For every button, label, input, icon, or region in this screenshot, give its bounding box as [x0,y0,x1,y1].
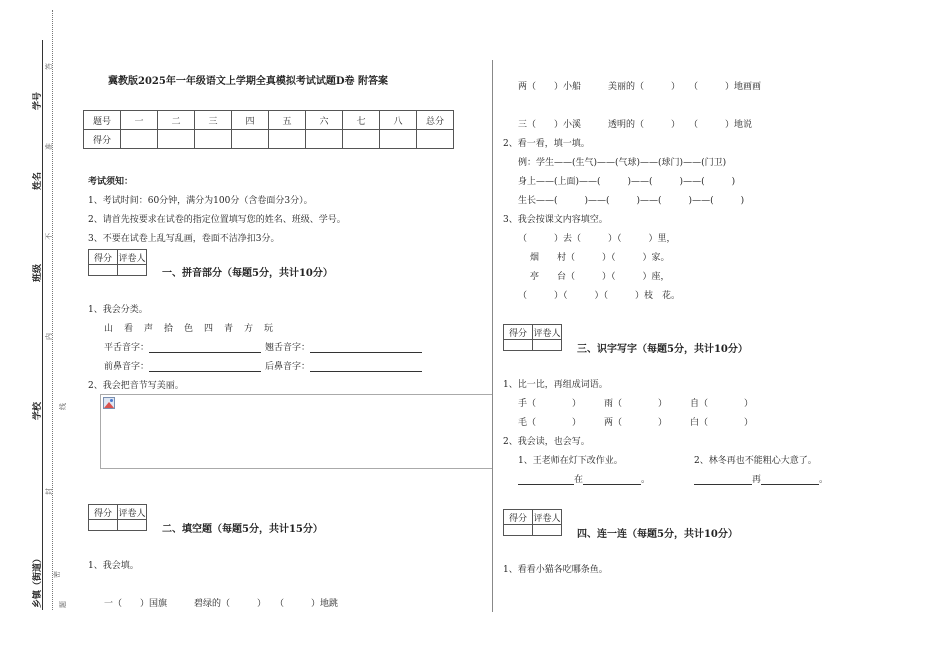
compare-word: 手（ ） [518,399,582,409]
notice-item: 3、不要在试卷上乱写乱画，卷面不洁净扣3分。 [88,234,280,244]
grader-reviewer-cell[interactable] [533,340,562,351]
grader-reviewer-cell[interactable] [533,525,562,536]
write-blank[interactable] [583,475,641,485]
score-header-cell: 一 [121,111,158,130]
section3-q1: 1、比一比，再组成词语。 [503,380,608,390]
score-table-header-row [84,111,454,130]
body-chain-line: 身上——(上面)——( )——( )——( ) [518,177,736,187]
section4-q1: 1、看看小猫各吃哪条鱼。 [503,565,608,575]
write-word: 再 [752,475,762,485]
grader-reviewer-cell[interactable] [118,265,147,276]
score-header-cell: 二 [158,111,195,130]
sidebar-label-town: 乡镇（街道） [33,553,43,608]
section2-q1: 1、我会填。 [88,561,139,571]
write-word: 在 [574,475,584,485]
score-cell[interactable] [232,130,269,149]
grader-score-label: 得分 [504,325,533,340]
grader-box-section3 [503,324,562,351]
score-header-cell: 六 [306,111,343,130]
grader-score-label: 得分 [89,250,118,265]
cut-char: 题 [59,601,67,608]
flat-tongue-text: 平舌音字： [104,343,150,353]
section1-title: 一、拼音部分（每题5分，共计10分） [162,268,333,279]
write-line-2: 再 。 [694,472,828,485]
sidebar-label-class: 班级 [33,263,43,282]
fill-line: 三（ ）小溪 透明的（ ） （ ）地说 [518,120,753,130]
grader-score-label: 得分 [504,510,533,525]
grader-score-cell[interactable] [89,265,118,276]
cut-char: 线 [59,403,67,410]
flat-tongue-blank[interactable] [149,343,261,353]
score-cell[interactable] [380,130,417,149]
pinyin-image-box [100,394,493,469]
example-line: 例：学生——(生气)——(气球)——(球门)——(门卫) [518,158,727,168]
score-header-cell: 题号 [84,111,121,130]
section3-title: 三、识字写字（每题5分，共计10分） [577,344,748,355]
grader-reviewer-label: 评卷人 [118,250,147,265]
grader-score-cell[interactable] [504,340,533,351]
binding-solid-line [42,40,43,610]
back-nasal-text: 后鼻音字： [265,362,311,372]
poem-line: （ ）去（ ）（ ）里， [518,234,676,244]
score-cell[interactable] [195,130,232,149]
compare-word: 自（ ） [690,399,754,409]
cut-char: 答 [45,63,53,70]
retroflex-blank[interactable] [310,343,422,353]
score-table [83,110,454,149]
notice-heading: 考试须知： [88,177,134,187]
section2-title: 二、填空题（每题5分，共计15分） [162,524,323,535]
sidebar-label-student-id: 学号 [33,91,43,110]
grow-chain-line: 生长——( )——( )——( )——( ) [518,196,745,206]
write-line-1: 在 。 [518,472,650,485]
score-header-cell: 八 [380,111,417,130]
cut-char: 内 [45,333,53,340]
binding-dotted-line [52,10,53,610]
score-cell[interactable] [306,130,343,149]
front-nasal-label [104,359,261,372]
grader-reviewer-label: 评卷人 [118,505,147,520]
section1-chars: 山 看 声 拾 色 四 青 方 玩 [104,324,275,334]
grader-score-cell[interactable] [504,525,533,536]
score-header-cell: 四 [232,111,269,130]
cut-char: 封 [45,488,53,495]
front-nasal-text: 前鼻音字： [104,362,150,372]
column-separator [492,60,493,612]
write-blank[interactable] [518,475,574,485]
back-nasal-label [265,359,422,372]
section3-q2: 2、我会读，也会写。 [503,437,590,447]
grader-score-label: 得分 [89,505,118,520]
score-cell[interactable] [121,130,158,149]
score-table-score-row [84,130,454,149]
poem-line: （ ）（ ）（ ）枝 花。 [518,291,681,301]
score-row-label: 得分 [84,130,121,149]
right-q3: 3、我会按课文内容填空。 [503,215,608,225]
broken-image-icon [103,397,115,409]
grader-reviewer-label: 评卷人 [533,325,562,340]
sentence-1: 1、王老师在灯下改作业。 [518,456,623,466]
fill-line: 两（ ）小船 美丽的（ ） （ ）地画画 [518,82,762,92]
section1-q2: 2、我会把音节写美丽。 [88,381,184,391]
poem-line: 亭 台（ ）（ ）座， [530,272,670,282]
compare-word: 白（ ） [690,418,754,428]
grader-box-section4 [503,509,562,536]
section4-title: 四、连一连（每题5分，共计10分） [577,529,738,540]
cut-char: 不 [45,233,53,240]
sidebar-label-name: 姓名 [33,171,43,190]
score-cell[interactable] [269,130,306,149]
grader-reviewer-cell[interactable] [118,520,147,531]
flat-tongue-label [104,340,261,353]
grader-box-section1 [88,249,147,276]
section2-line1: 一（ ）国旗 碧绿的（ ） （ ）地跳 [104,599,339,609]
compare-word: 两（ ） [604,418,668,428]
notice-item: 2、请首先按要求在试卷的指定位置填写您的姓名、班级、学号。 [88,215,346,225]
page-title: 冀教版2025年一年级语文上学期全真模拟考试试题D卷 附答案 [108,76,388,87]
write-blank[interactable] [694,475,752,485]
compare-word: 雨（ ） [604,399,668,409]
score-header-cell: 总分 [417,111,454,130]
section1-q1: 1、我会分类。 [88,305,148,315]
score-cell[interactable] [343,130,380,149]
score-cell[interactable] [417,130,454,149]
score-header-cell: 三 [195,111,232,130]
cut-char: 密 [53,571,61,578]
cut-char: 准 [45,143,53,150]
retroflex-text: 翘舌音字： [265,343,311,353]
front-nasal-blank[interactable] [149,362,261,372]
compare-word: 毛（ ） [518,418,582,428]
score-cell[interactable] [158,130,195,149]
sentence-2: 2、林冬再也不能粗心大意了。 [694,456,817,466]
back-nasal-blank[interactable] [310,362,422,372]
grader-reviewer-label: 评卷人 [533,510,562,525]
grader-box-section2 [88,504,147,531]
sidebar-label-school: 学校 [33,401,43,420]
write-blank[interactable] [761,475,819,485]
right-q2: 2、看一看，填一填。 [503,139,590,149]
retroflex-label [265,340,422,353]
score-header-cell: 七 [343,111,380,130]
score-header-cell: 五 [269,111,306,130]
notice-item: 1、考试时间：60分钟，满分为100分（含卷面分3分）。 [88,196,313,206]
poem-line: 烟 村（ ）（ ）家。 [530,253,670,263]
grader-score-cell[interactable] [89,520,118,531]
